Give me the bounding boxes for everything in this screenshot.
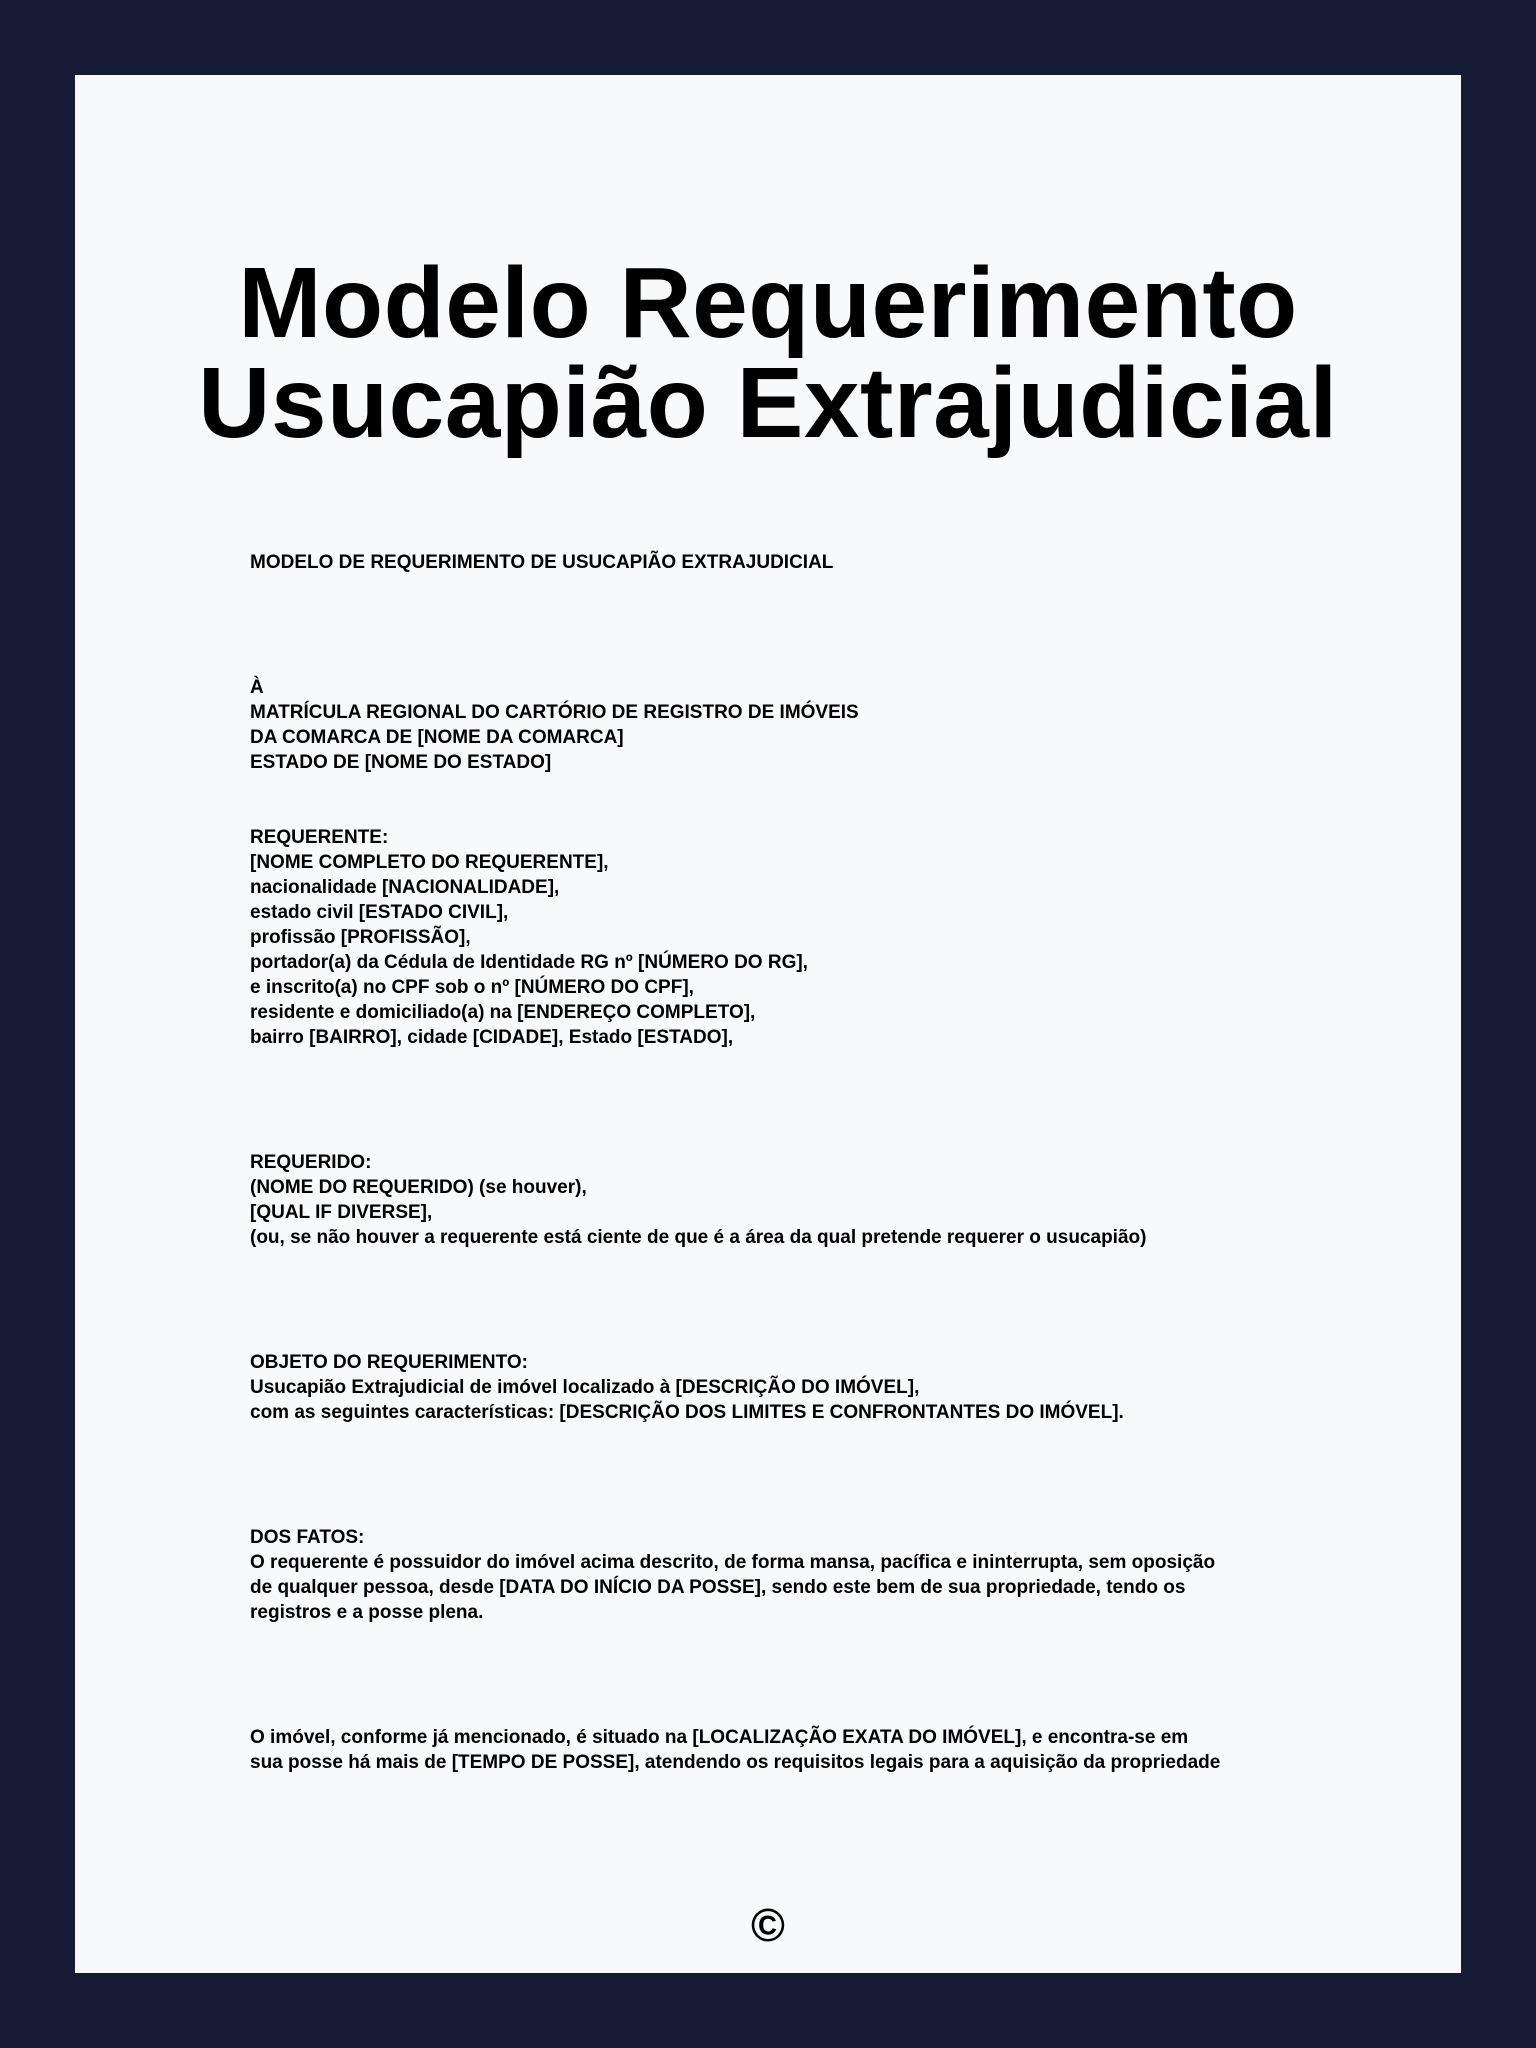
requerente-line: [NOME COMPLETO DO REQUERENTE], [250, 852, 609, 873]
requerente-line: REQUERENTE: [250, 827, 389, 848]
addressee-line: MATRÍCULA REGIONAL DO CARTÓRIO DE REGISTRO DE IMÓVEIS [250, 702, 859, 723]
requerido-line: (NOME DO REQUERIDO) (se houver), [250, 1177, 587, 1198]
addressee-block [250, 675, 1310, 775]
requerente-line: estado civil [ESTADO CIVIL], [250, 902, 509, 923]
document-title [75, 247, 1461, 459]
document-heading [250, 550, 1310, 575]
requerente-line: portador(a) da Cédula de Identidade RG nº [NÚMERO DO RG], [250, 952, 808, 973]
fatos-line: de qualquer pessoa, desde [DATA DO INÍCIO DA POSSE], sendo este bem de sua propriedade, tendo os [250, 1577, 1186, 1598]
requerido-block [250, 1150, 1310, 1250]
copyright-icon: © [751, 1899, 785, 1951]
imovel-line: O imóvel, conforme já mencionado, é situado na [LOCALIZAÇÃO EXATA DO IMÓVEL], e encontra-se em [250, 1727, 1189, 1748]
requerente-block [250, 825, 1310, 1050]
requerente-line: residente e domiciliado(a) na [ENDEREÇO COMPLETO], [250, 1002, 756, 1023]
document-page [75, 75, 1461, 1973]
imovel-block [250, 1725, 1310, 1775]
addressee-line: DA COMARCA DE [NOME DA COMARCA] [250, 727, 624, 748]
heading-text: MODELO DE REQUERIMENTO DE USUCAPIÃO EXTRAJUDICIAL [250, 552, 834, 573]
requerente-line: e inscrito(a) no CPF sob o nº [NÚMERO DO CPF], [250, 977, 694, 998]
requerente-line: nacionalidade [NACIONALIDADE], [250, 877, 560, 898]
title-line-2: Usucapião Extrajudicial [198, 347, 1338, 459]
objeto-line: com as seguintes características: [DESCRIÇÃO DOS LIMITES E CONFRONTANTES DO IMÓVEL]. [250, 1402, 1124, 1423]
imovel-line: sua posse há mais de [TEMPO DE POSSE], atendendo os requisitos legais para a aquisição da propriedade [250, 1752, 1221, 1773]
fatos-line: O requerente é possuidor do imóvel acima descrito, de forma mansa, pacífica e ininterrupta, sem oposição [250, 1552, 1216, 1573]
fatos-line: registros e a posse plena. [250, 1602, 484, 1623]
requerido-line: (ou, se não houver a requerente está ciente de que é a área da qual pretende requerer o usucapião) [250, 1227, 1147, 1248]
objeto-line: OBJETO DO REQUERIMENTO: [250, 1352, 528, 1373]
objeto-line: Usucapião Extrajudicial de imóvel localizado à [DESCRIÇÃO DO IMÓVEL], [250, 1377, 920, 1398]
objeto-block [250, 1350, 1310, 1425]
requerente-line: bairro [BAIRRO], cidade [CIDADE], Estado [ESTADO], [250, 1027, 734, 1048]
title-line-1: Modelo Requerimento [238, 247, 1298, 359]
addressee-line: À [250, 677, 264, 698]
requerente-line: profissão [PROFISSÃO], [250, 927, 471, 948]
fatos-block [250, 1525, 1310, 1625]
requerido-line: [QUAL IF DIVERSE], [250, 1202, 433, 1223]
addressee-line: ESTADO DE [NOME DO ESTADO] [250, 752, 552, 773]
fatos-line: DOS FATOS: [250, 1527, 365, 1548]
requerido-line: REQUERIDO: [250, 1152, 372, 1173]
